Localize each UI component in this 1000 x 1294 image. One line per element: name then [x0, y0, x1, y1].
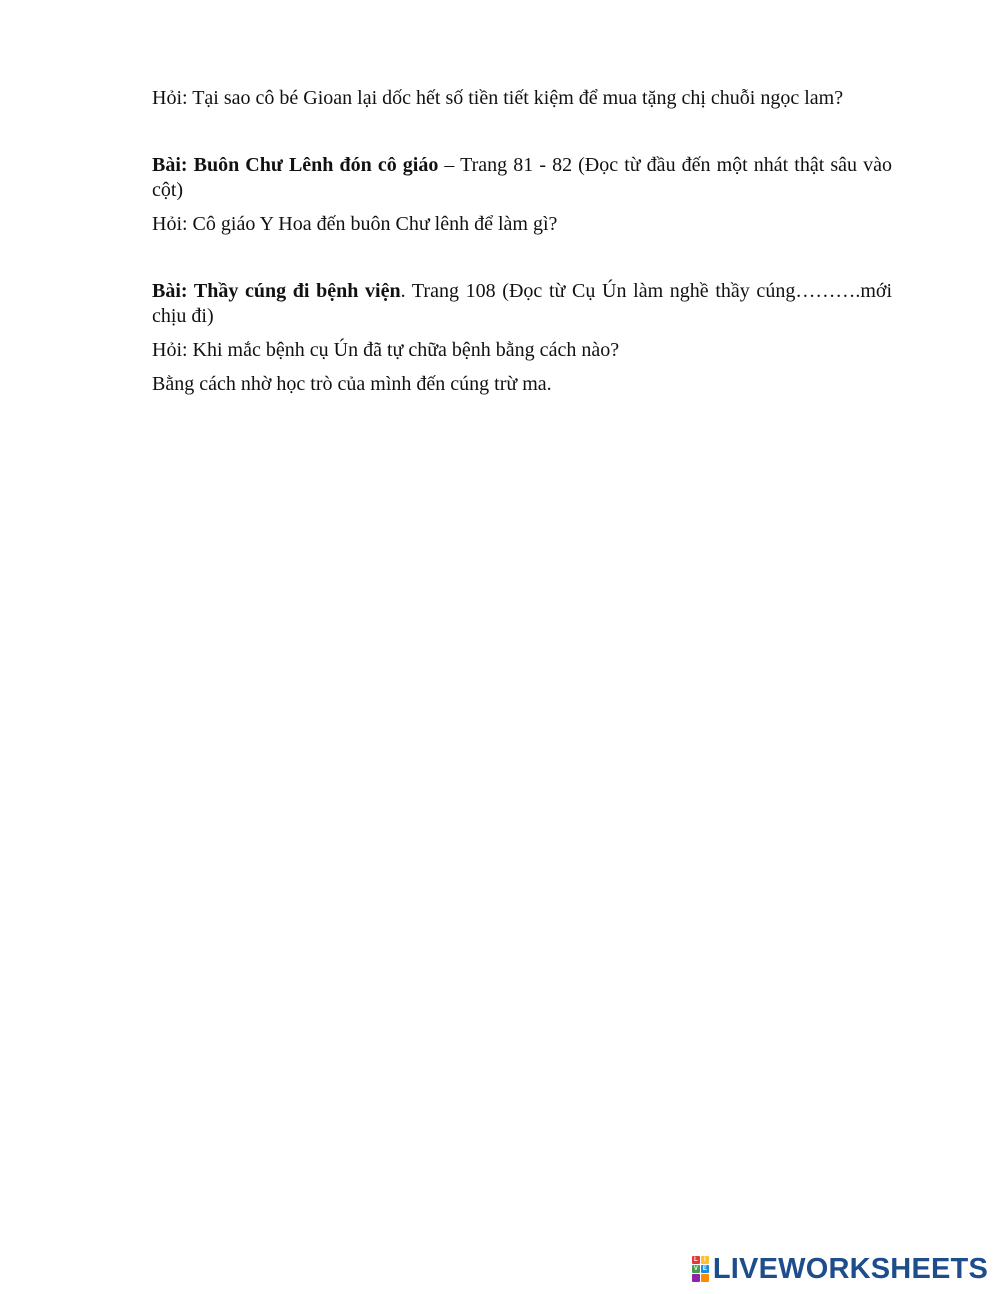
lesson-reference: – Trang 81 - 82 (Đọc từ đầu đến một nhát thật sâu vào cột) — [152, 154, 892, 201]
lesson-heading — [152, 153, 892, 203]
document-page — [152, 86, 892, 397]
logo-mark-tile — [692, 1274, 700, 1282]
question-text: Hỏi: Khi mắc bệnh cụ Ún đã tự chữa bệnh bằng cách nào? — [152, 339, 620, 361]
question-text: Hỏi: Cô giáo Y Hoa đến buôn Chư lênh để làm gì? — [152, 213, 558, 235]
liveworksheets-logo-text: LIVEWORKSHEETS — [712, 1252, 988, 1285]
logo-mark-tile — [701, 1274, 709, 1282]
lesson-title: Bài: Buôn Chư Lênh đón cô giáo — [152, 154, 439, 176]
liveworksheets-logo — [692, 1252, 988, 1286]
lesson-reference: . Trang 108 (Đọc từ Cụ Ún làm nghề thầy cúng……….mới chịu đi) — [152, 280, 893, 327]
logo-mark-tile: E — [702, 1266, 707, 1272]
logo-mark-tile: V — [693, 1266, 698, 1272]
logo-mark-tile: I — [701, 1256, 709, 1264]
logo-mark-tile: L — [692, 1256, 700, 1264]
lesson-heading — [152, 279, 892, 329]
question-text: Hỏi: Tại sao cô bé Gioan lại dốc hết số tiền tiết kiệm để mua tặng chị chuỗi ngọc lam? — [152, 87, 844, 109]
lesson-title: Bài: Thầy cúng đi bệnh viện — [152, 280, 401, 302]
liveworksheets-logo-icon — [692, 1256, 709, 1282]
answer-text: Bằng cách nhờ học trò của mình đến cúng trừ ma. — [152, 373, 552, 395]
